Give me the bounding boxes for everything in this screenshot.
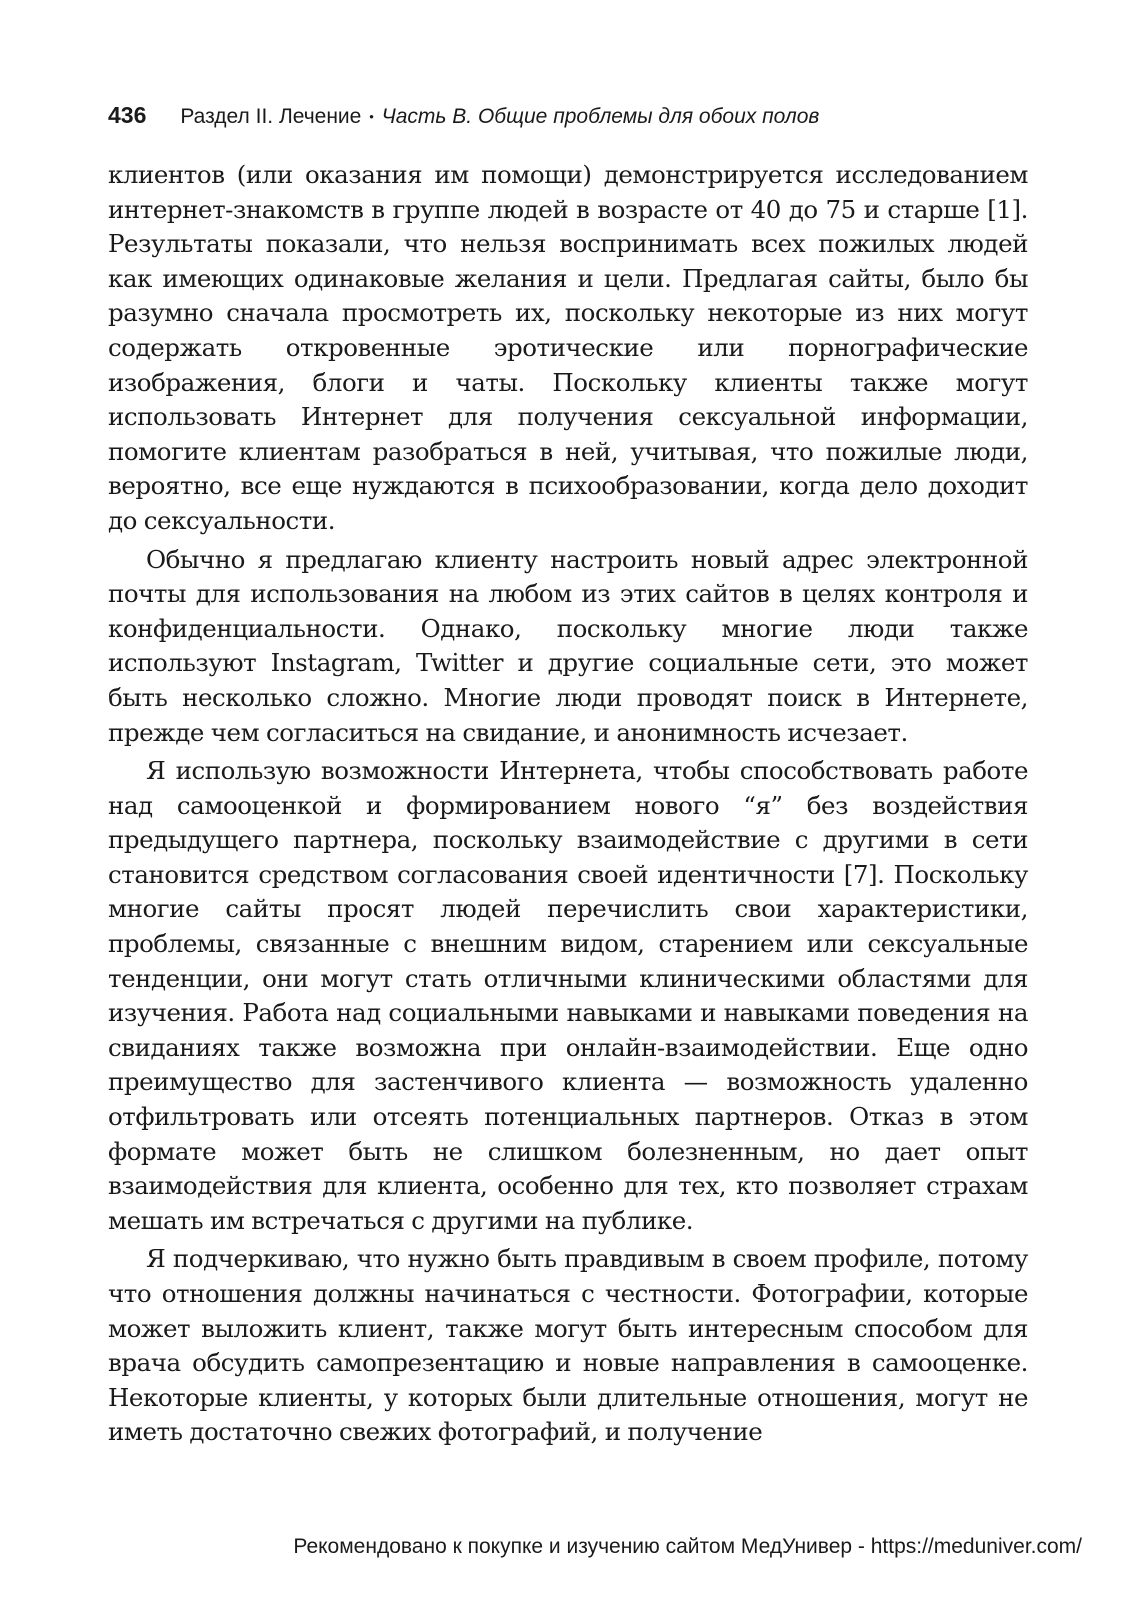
running-header — [108, 100, 1028, 132]
page-number: 436 — [108, 102, 147, 128]
section-title: Раздел II. Лечение — [180, 105, 362, 128]
part-title: Часть В. Общие проблемы для обоих полов — [381, 105, 820, 128]
paragraph-3: Я использую возможности Интернета, чтобы способствовать работе над самооценкой и формированием нового “я” без воздействия предыдущего партнера, поскольку взаимодействие с другими в сети становится средством согласования своей идентичности [7]. Поскольку многие сайты просят людей перечислить свои характеристики, проблемы, связанные с внешним видом, старением или сексуальные тенденции, они могут стать отличными клиническими областями для изучения. Работа над социальными навыками и навыками поведения на свиданиях также возможна при онлайн-взаимодействии. Еще одно преимущество для застенчивого клиента — возможность удаленно отфильтровать или отсеять потенциальных партнеров. Отказ в этом формате может быть не слишком болезненным, но дает опыт взаимодействия для клиента, особенно для тех, кто позволяет страхам мешать им встречаться с другими на публике. — [108, 756, 1028, 1235]
body-text — [108, 158, 1028, 1454]
watermark-footer: Рекомендовано к покупке и изучению сайтом МедУнивер - https://meduniver.com/ — [293, 1535, 1082, 1558]
paragraph-4: Я подчеркиваю, что нужно быть правдивым в своем профиле, потому что отношения должны начинаться с честности. Фотографии, которые может выложить клиент, также могут быть интересным способом для врача обсудить самопрезентацию и новые направления в самооценке. Некоторые клиенты, у которых были длительные отношения, могут не иметь достаточно свежих фотографий, и получение — [108, 1244, 1028, 1447]
header-separator-icon: • — [369, 109, 374, 124]
paragraph-2: Обычно я предлагаю клиенту настроить новый адрес электронной почты для использования на любом из этих сайтов в целях контроля и конфиденциальности. Однако, поскольку многие люди также используют Instagram, Twitter и другие социальные сети, это может быть несколько сложно. Многие люди проводят поиск в Интернете, прежде чем согласиться на свидание, и анонимность исчезает. — [108, 544, 1028, 747]
paragraph-1: клиентов (или оказания им помощи) демонстрируется исследованием интернет-знакомств в группе людей в возрасте от 40 до 75 и старше [1]. Результаты показали, что нельзя воспринимать всех пожилых людей как имеющих одинаковые желания и цели. Предлагая сайты, было бы разумно сначала просмотреть их, поскольку некоторые из них могут содержать откровенные эротические или порнографические изображения, блоги и чаты. Поскольку клиенты также могут использовать Интернет для получения сексуальной информации, помогите клиентам разобраться в ней, учитывая, что пожилые люди, вероятно, все еще нуждаются в психообразовании, когда дело доходит до сексуальности. — [108, 160, 1028, 535]
